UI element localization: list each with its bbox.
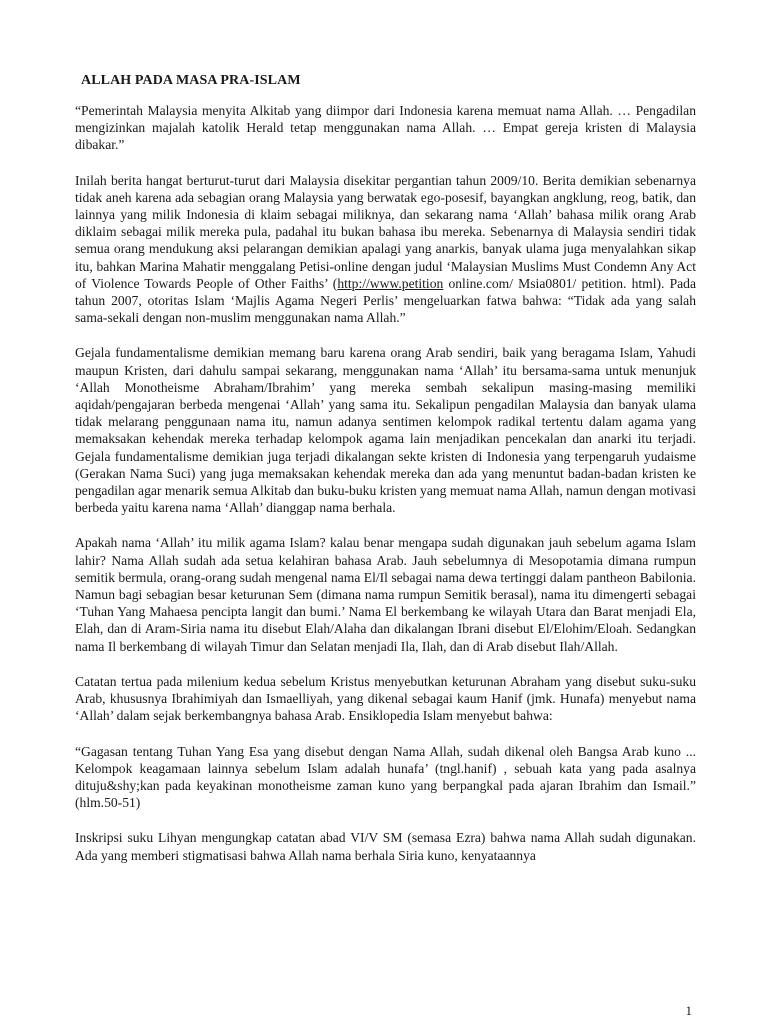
paragraph-text: Inilah berita hangat berturut-turut dari Malaysia disekitar pergantian tahun 2009/10. Berita demikian sebenarnya tidak aneh karena ada sebagian orang Malaysia yang berwatak ego-posesif, bayangkan angklung, reog, batik, dan lainnya yang milik Indonesia di klaim sebagai miliknya, dan sekarang nama ‘Allah’ bahasa milik orang Arab diklaim sebagai milik mereka pula, padahal itu bukan bahasa ibu mereka. Sebenarnya di Malaysia sendiri tidak semua orang mendukung aksi pelarangan demikian apalagi yang anarkis, banyak ulama juga menyalahkan sikap itu, bahkan Marina Mahatir menggalang Petisi-online dengan judul ‘Malaysian Muslims Must Condemn Any Act of Violence Towards People of Other Faiths’ ( (75, 172, 696, 291)
paragraph-origin-of-name: Apakah nama ‘Allah’ itu milik agama Islam? kalau benar mengapa sudah digunakan jauh sebelum agama Islam lahir? Nama Allah sudah ada setua kelahiran bahasa Arab. Jauh sebelumnya di Mesopotamia dimana rumpun semitik bermula, orang-orang sudah mengenal nama El/Il sebagai nama dewa tertinggi dalam pantheon Babilonia. Namun bagi sebagian besar keturunan Sem (dimana nama rumpun Semitik berasal), nama itu dimengerti sebagai ‘Tuhan Yang Mahaesa pencipta langit dan bumi.’ Nama El berkembang ke wilayah Utara dan Barat menjadi Ela, Elah, dan di Aram-Siria nama itu disebut Elah/Alaha dan dikalangan Ibrani disebut El/Elohim/Eloah. Sedangkan nama Il berkembang di wilayah Timur dan Selatan menjadi Ila, Ilah, dan di Arab disebut Ilah/Allah. (75, 535, 696, 654)
document-title: ALLAH PADA MASA PRA-ISLAM (81, 73, 301, 88)
page-number: 1 (685, 1003, 692, 1018)
paragraph-text: online.com/ Msia0801/ petition. html). Pada tahun 2007, otoritas Islam ‘Majlis Agama Negeri Perlis’ mengeluarkan fatwa bahwa: “Tidak ada yang salah sama-sekali dengan non-muslim menggunakan nama Allah.” (75, 275, 696, 326)
document-body (75, 72, 696, 882)
encyclopedia-quote: “Gagasan tentang Tuhan Yang Esa yang disebut dengan Nama Allah, sudah dikenal oleh Bangsa Arab kuno ... Kelompok keagamaan lainnya sebelum Islam adalah hunafa’ (tngl.hanif) , sebuah kata yang pada asalnya dituju&shy;kan pada keyakinan monotheisme zaman kuno yang berpangkal pada ajaran Ibrahim dan Ismail.” (hlm.50-51) (75, 743, 696, 811)
paragraph-malaysia-news (75, 172, 696, 327)
paragraph-lihyan-inscription: Inskripsi suku Lihyan mengungkap catatan abad VI/V SM (semasa Ezra) bahwa nama Allah sudah digunakan. Ada yang memberi stigmatisasi bahwa Allah nama berhala Siria kuno, kenyataannya (75, 830, 696, 863)
petition-link[interactable]: http://www.petition (337, 275, 444, 291)
paragraph-ancient-records: Catatan tertua pada milenium kedua sebelum Kristus menyebutkan keturunan Abraham yang disebut suku-suku Arab, khususnya Ibrahimiyah dan Ismaelliyah, yang dikenal sebagai kaum Hanif (jmk. Hunafa) menyebut nama ‘Allah’ dalam sejak berkembangnya bahasa Arab. Ensiklopedia Islam menyebut bahwa: (75, 673, 696, 724)
paragraph-fundamentalism: Gejala fundamentalisme demikian memang baru karena orang Arab sendiri, baik yang beragama Islam, Yahudi maupun Kristen, dari dahulu sampai sekarang, menggunakan nama ‘Allah’ itu bersama-sama untuk menunjuk ‘Allah Monotheisme Abraham/Ibrahim’ yang mereka sembah sekalipun masing-masing memiliki aqidah/pengajaran berbeda mengenai ‘Allah’ yang sama itu. Sekalipun pengadilan Malaysia dan banyak ulama tidak melarang penggunaan nama itu, namun adanya sentimen kelompok radikal tertentu dalam agama yang memaksakan kehendak mereka terhadap kelompok agama lain menjadikan pencekalan dan anarki itu terjadi. Gejala fundamentalisme demikian juga terjadi dikalangan sekte kristen di Indonesia yang terpengaruh yudaisme (Gerakan Nama Suci) yang juga memaksakan kehendak mereka dan ada yang menuntut badan-badan kristen ke pengadilan agar menarik semua Alkitab dan buku-buku kristen yang memuat nama Allah, namun dengan motivasi berbeda yaitu karena nama ‘Allah’ dianggap nama berhala. (75, 345, 696, 516)
opening-quote: “Pemerintah Malaysia menyita Alkitab yang diimpor dari Indonesia karena memuat nama Allah. … Pengadilan mengizinkan majalah katolik Herald tetap menggunakan nama Allah. … Empat gereja kristen di Malaysia dibakar.” (75, 103, 696, 153)
